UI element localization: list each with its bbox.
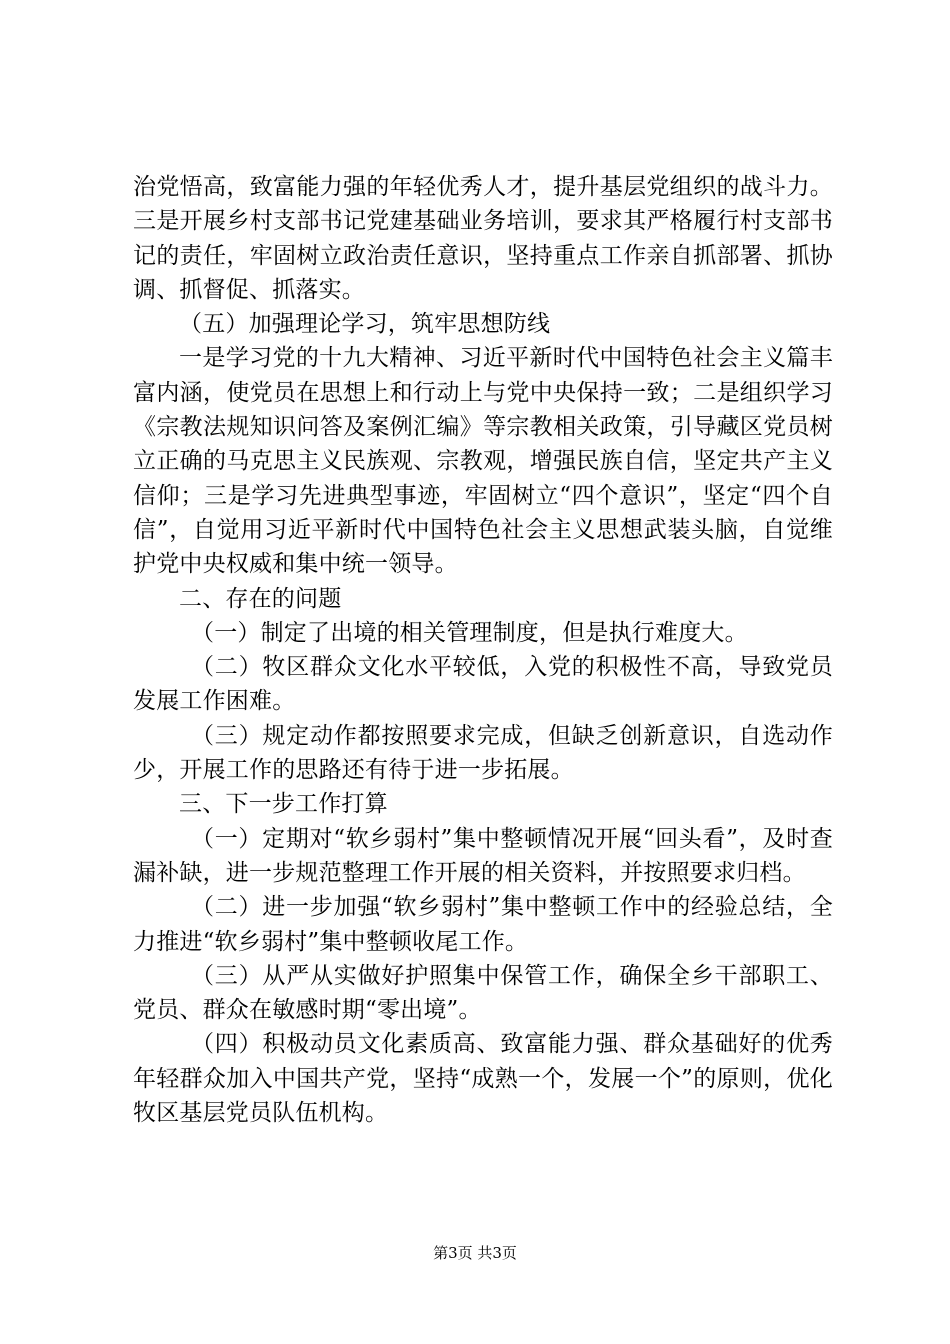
plan-item-4: （四）积极动员文化素质高、致富能力强、群众基础好的优秀年轻群众加入中国共产党，坚持“成熟一个，发展一个”的原则，优化牧区基层党员队伍机构。 — [133, 1031, 833, 1127]
paragraph-continuation: 治党悟高，致富能力强的年轻优秀人才，提升基层党组织的战斗力。三是开展乡村支部书记党建基础业务培训，要求其严格履行村支部书记的责任，牢固树立政治责任意识，坚持重点工作亲自抓部署、抓协调、抓督促、抓落实。 — [133, 174, 833, 303]
section-heading-next-steps: 三、下一步工作打算 — [179, 791, 388, 818]
section-heading-theory-study: （五）加强理论学习，筑牢思想防线 — [179, 311, 551, 338]
paragraph-theory-study: 一是学习党的十九大精神、习近平新时代中国特色社会主义篇丰富内涵，使党员在思想上和行动上与党中央保持一致；二是组织学习《宗教法规知识问答及案例汇编》等宗教相关政策，引导藏区党员树立正确的马克思主义民族观、宗教观，增强民族自信，坚定共产主义信仰；三是学习先进典型事迹，牢固树立“四个意识”，坚定“四个自信”，自觉用习近平新时代中国特色社会主义思想武装头脑，自觉维护党中央权威和集中统一领导。 — [133, 345, 833, 578]
problem-item-1: （一）制定了出境的相关管理制度，但是执行难度大。 — [191, 619, 748, 646]
document-body — [133, 170, 833, 1130]
problem-item-2: （二）牧区群众文化水平较低，入党的积极性不高，导致党员发展工作困难。 — [133, 654, 833, 715]
section-heading-problems: 二、存在的问题 — [179, 585, 342, 612]
problem-item-3: （三）规定动作都按照要求完成，但缺乏创新意识，自选动作少，开展工作的思路还有待于进一步拓展。 — [133, 722, 833, 784]
plan-item-2: （二）进一步加强“软乡弱村”集中整顿工作中的经验总结，全力推进“软乡弱村”集中整顿收尾工作。 — [133, 894, 833, 955]
plan-item-1: （一）定期对“软乡弱村”集中整顿情况开展“回头看”，及时查漏补缺，进一步规范整理工作开展的相关资料，并按照要求归档。 — [133, 825, 833, 886]
plan-item-3: （三）从严从实做好护照集中保管工作，确保全乡干部职工、党员、群众在敏感时期“零出境”。 — [133, 962, 833, 1024]
page-footer: 第3页 共3页 — [433, 1244, 517, 1262]
